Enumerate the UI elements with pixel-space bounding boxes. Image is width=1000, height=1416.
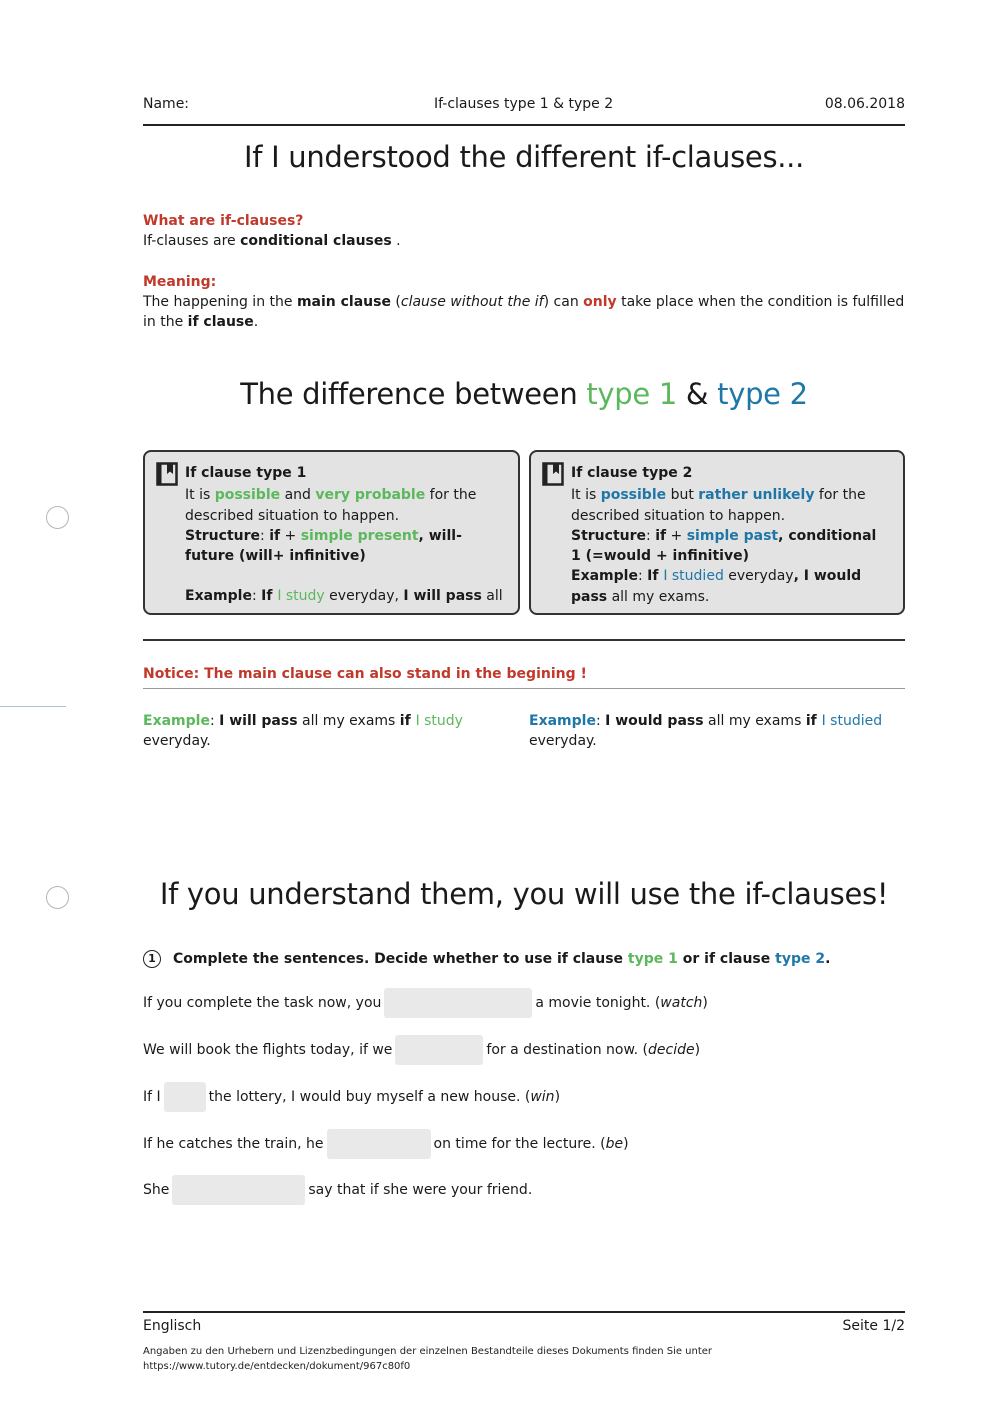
sentence-4: If he catches the train, he on time for the lecture. (be)	[143, 1129, 905, 1159]
type1-heading: If clause type 1	[185, 465, 307, 481]
example-type1: Example: I will pass all my exams if I study everyday.	[143, 713, 463, 749]
task-number: 1	[143, 950, 161, 968]
type2-structure: Structure: if + simple past, conditional 1 (=would + infinitive)	[571, 527, 877, 565]
sentence-5: She say that if she were your friend.	[143, 1175, 905, 1205]
header-rule	[143, 124, 905, 126]
intro-meaning	[143, 272, 905, 332]
type2-heading: If clause type 2	[571, 465, 693, 481]
punch-hole-top	[46, 506, 69, 529]
type1-structure: Structure: if + simple present, will- future (will+ infinitive)	[185, 527, 462, 565]
what-text: If-clauses are conditional clauses .	[143, 233, 401, 249]
section-title-practice: If you understand them, you will use the if-clauses!	[159, 877, 889, 911]
sentence-3: If I the lottery, I would buy myself a new house. (win)	[143, 1082, 905, 1112]
fold-mark	[0, 706, 66, 707]
name-label: Name:	[143, 96, 190, 112]
type2-description: It is possible but rather unlikely for the described situation to happen.	[571, 487, 866, 524]
type2-text	[571, 463, 889, 607]
answer-blank-2[interactable]	[395, 1035, 483, 1065]
footer-subject: Englisch	[143, 1318, 202, 1334]
bookmark-book-icon	[542, 462, 564, 486]
type1-text	[185, 463, 504, 607]
what-heading: What are if-clauses?	[143, 213, 304, 229]
sentence-1: If you complete the task now, you a movie tonight. (watch)	[143, 988, 905, 1018]
answer-blank-3[interactable]	[164, 1082, 206, 1112]
type2-box	[529, 450, 905, 615]
type1-example: Example: If I study everyday, I will pass all	[185, 588, 503, 605]
task-instruction: 1 Complete the sentences. Decide whether to use if clause type 1 or if clause type 2.	[143, 949, 905, 969]
bookmark-book-icon	[156, 462, 178, 486]
footer-credits: Angaben zu den Urhebern und Lizenzbedingungen der einzelnen Bestandteile dieses Dokuments finden Sie unter https://www.tutory.de/entdecken/dokument/967c80f0	[143, 1346, 713, 1372]
notice: Notice: The main clause can also stand in the begining !	[143, 666, 587, 682]
meaning-text: The happening in the main clause (clause without the if) can only take place when the condition is fulfilled in the if clause.	[143, 294, 905, 330]
header	[143, 96, 905, 116]
type1-description: It is possible and very probable for the described situation to happen.	[185, 487, 477, 524]
divider	[143, 639, 905, 641]
answer-blank-1[interactable]	[384, 988, 532, 1018]
notice-rule	[143, 688, 905, 689]
footer-rule	[143, 1311, 905, 1313]
page-title: If I understood the different if-clauses...	[243, 140, 805, 174]
footer-page: Seite 1/2	[842, 1318, 905, 1334]
doc-title: If-clauses type 1 & type 2	[434, 96, 614, 112]
meaning-heading: Meaning:	[143, 274, 217, 290]
answer-blank-5[interactable]	[172, 1175, 305, 1205]
type1-box	[143, 450, 520, 615]
section-title-difference: The difference between type 1 & type 2	[240, 377, 808, 411]
type2-example: Example: If I studied everyday, I would pass all my exams.	[571, 568, 862, 605]
example-type2: Example: I would pass all my exams if I studied everyday.	[529, 713, 883, 749]
intro-what	[143, 211, 905, 251]
date: 08.06.2018	[824, 96, 905, 112]
punch-hole-bottom	[46, 886, 69, 909]
sentence-2: We will book the flights today, if we for a destination now. (decide)	[143, 1035, 905, 1065]
answer-blank-4[interactable]	[327, 1129, 431, 1159]
